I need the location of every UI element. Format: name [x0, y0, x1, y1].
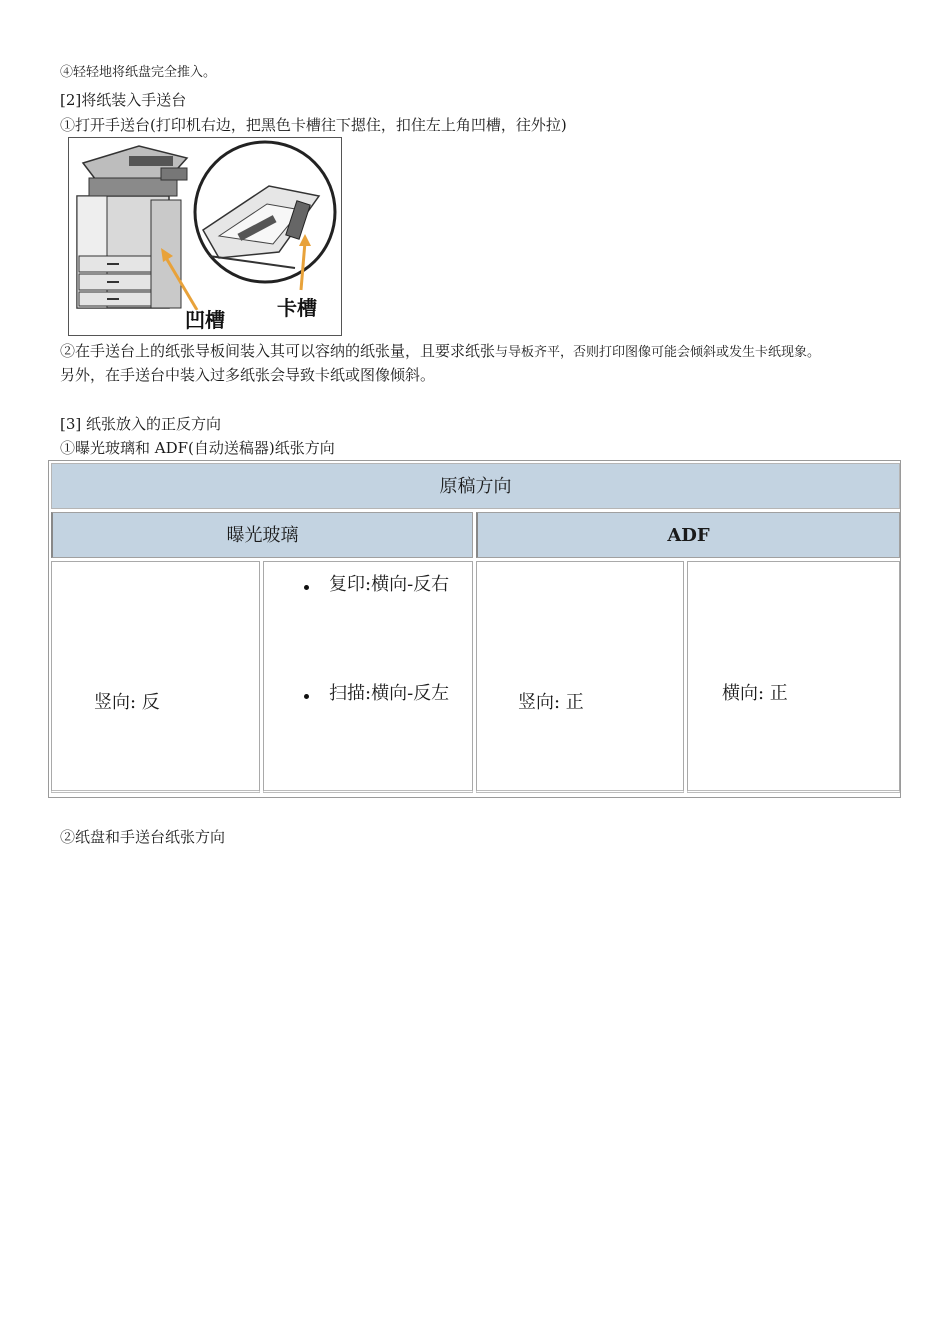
groove-label: 凹槽 [185, 308, 225, 332]
step2-load-part-b: 与导板齐平，否则打印图像可能会倾斜或发生卡纸现象。 [495, 345, 821, 360]
table-header-exposure-glass: 曝光玻璃 [51, 512, 473, 558]
glass-scan-text: 扫描:横向-反左 [329, 683, 450, 704]
sub2-heading: ②纸盘和手送台纸张方向 [60, 828, 226, 846]
glass-portrait-text: 竖向: 反 [94, 692, 160, 713]
slot-label: 卡槽 [277, 296, 317, 320]
adf-portrait-text: 竖向: 正 [518, 692, 584, 713]
step2-warning-text: 另外，在手送台中装入过多纸张会导致卡纸或图像倾斜。 [60, 366, 436, 384]
cell-adf-landscape [687, 561, 900, 793]
adf-landscape-text: 横向: 正 [722, 683, 788, 704]
sub1-heading: ①曝光玻璃和 ADF(自动送稿器)纸张方向 [60, 439, 335, 457]
bullet-icon [304, 585, 309, 590]
section3-heading: [3] 纸张放入的正反方向 [60, 415, 222, 433]
section2-heading: [2]将纸装入手送台 [60, 91, 187, 109]
step2-load-part-a: ②在手送台上的纸张导板间装入其可以容纳的纸张量，且要求纸张 [60, 342, 496, 360]
bullet-icon [304, 694, 309, 699]
manual-feed-figure [68, 137, 342, 336]
step2-load-text [60, 341, 820, 363]
table-header-original-direction: 原稿方向 [51, 463, 900, 509]
list-item [304, 570, 449, 596]
glass-copy-text: 复印:横向-反右 [329, 574, 450, 595]
step4-text: ④轻轻地将纸盘完全推入。 [60, 65, 217, 80]
list-item [304, 679, 449, 705]
step1-open-text: ①打开手送台(打印机右边，把黑色卡槽往下摁住，扣住左上角凹槽，往外拉) [60, 116, 567, 134]
cell-adf-portrait [476, 561, 684, 793]
cell-glass-portrait [51, 561, 260, 793]
table-header-adf: ADF [476, 512, 900, 558]
cell-glass-landscape [263, 561, 473, 793]
